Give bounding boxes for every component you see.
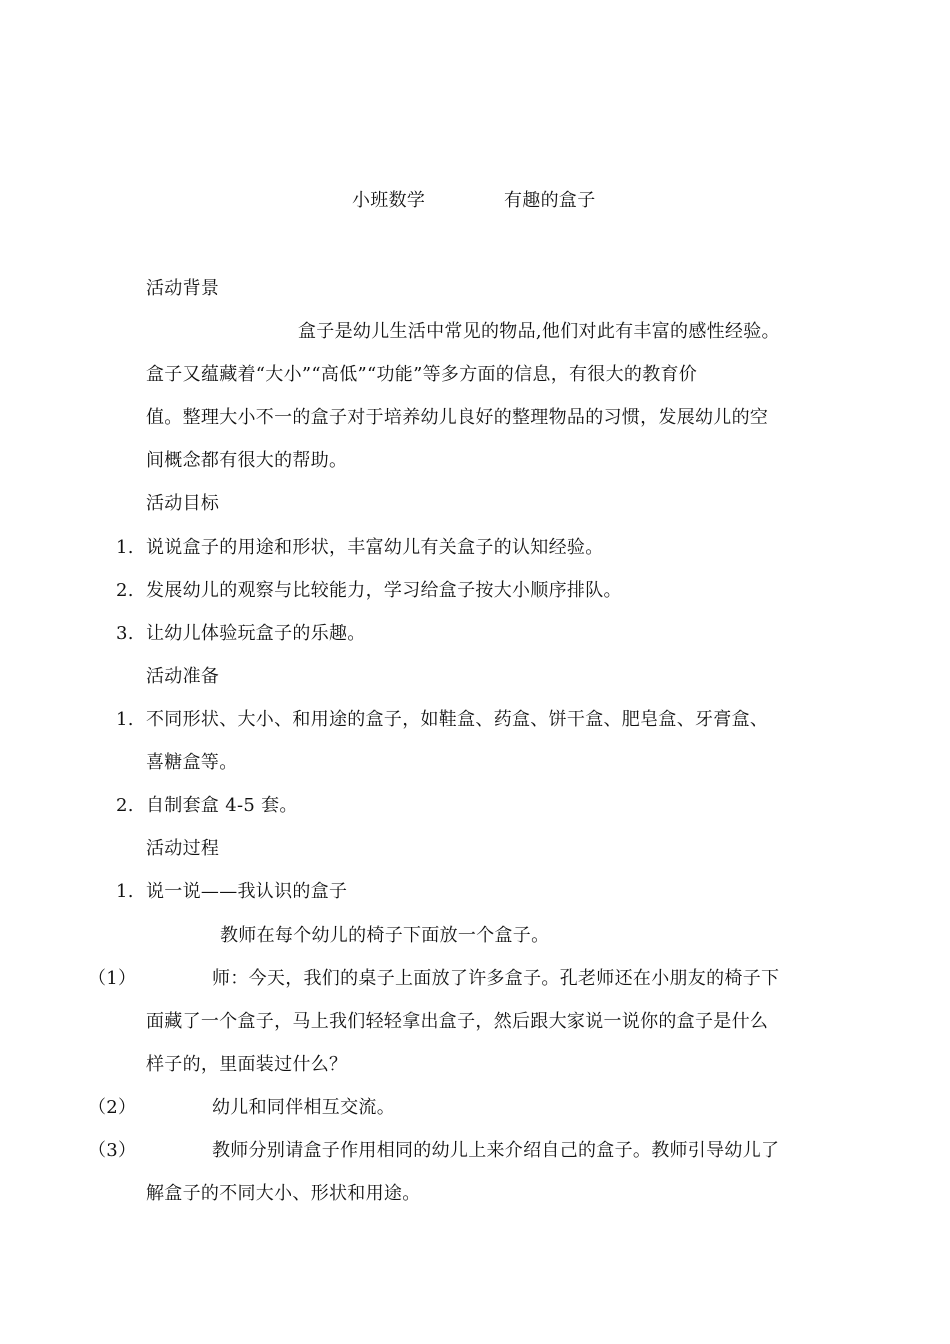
sub-2-line-1: 幼儿和同伴相互交流。 (212, 1097, 395, 1118)
title-left: 小班数学 (352, 190, 426, 211)
background-line-4: 间概念都有很大的帮助。 (146, 450, 348, 471)
title-right: 有趣的盒子 (504, 190, 596, 211)
sub-3-line-1: 教师分别请盒子作用相同的幼儿上来介绍自己的盒子。教师引导幼儿了 (212, 1140, 780, 1161)
prep-text-2: 自制套盒 4-5 套。 (146, 795, 298, 816)
section-heading-process: 活动过程 (146, 838, 220, 859)
prep-text-1-line-2: 喜糖盒等。 (146, 752, 238, 773)
section-heading-preparation: 活动准备 (146, 666, 220, 687)
goal-text-2: 发展幼儿的观察与比较能力，学习给盒子按大小顺序排队。 (146, 580, 622, 601)
sub-1-line-2: 面藏了一个盒子，马上我们轻轻拿出盒子，然后跟大家说一说你的盒子是什么 (146, 1011, 769, 1032)
goal-text-3: 让幼儿体验玩盒子的乐趣。 (146, 623, 366, 644)
prep-num-1: 1. (116, 709, 134, 730)
sub-num-1: （1） (88, 968, 137, 989)
goal-num-1: 1. (116, 537, 134, 558)
process-step-num-1: 1. (116, 881, 134, 902)
goal-num-3: 3. (116, 623, 134, 644)
section-heading-background: 活动背景 (146, 278, 220, 299)
prep-text-1-line-1: 不同形状、大小、和用途的盒子，如鞋盒、药盒、饼干盒、肥皂盒、牙膏盒、 (146, 709, 769, 730)
goal-text-1: 说说盒子的用途和形状，丰富幼儿有关盒子的认知经验。 (146, 537, 604, 558)
background-line-2: 盒子又蕴藏着“大小”“高低”“功能”等多方面的信息，有很大的教育价 (146, 364, 698, 385)
sub-3-line-2: 解盒子的不同大小、形状和用途。 (146, 1183, 421, 1204)
background-line-3: 值。整理大小不一的盒子对于培养幼儿良好的整理物品的习惯，发展幼儿的空 (146, 407, 769, 428)
sub-num-3: （3） (88, 1140, 137, 1161)
prep-num-2: 2. (116, 795, 134, 816)
sub-1-line-3: 样子的，里面装过什么？ (146, 1054, 348, 1075)
background-line-1: 盒子是幼儿生活中常见的物品,他们对此有丰富的感性经验。 (298, 321, 780, 342)
goal-num-2: 2. (116, 580, 134, 601)
section-heading-goals: 活动目标 (146, 493, 220, 514)
sub-1-line-1: 师：今天，我们的桌子上面放了许多盒子。孔老师还在小朋友的椅子下 (212, 968, 780, 989)
process-step-intro: 教师在每个幼儿的椅子下面放一个盒子。 (220, 925, 550, 946)
process-step-title-1: 说一说——我认识的盒子 (146, 881, 348, 902)
sub-num-2: （2） (88, 1097, 137, 1118)
